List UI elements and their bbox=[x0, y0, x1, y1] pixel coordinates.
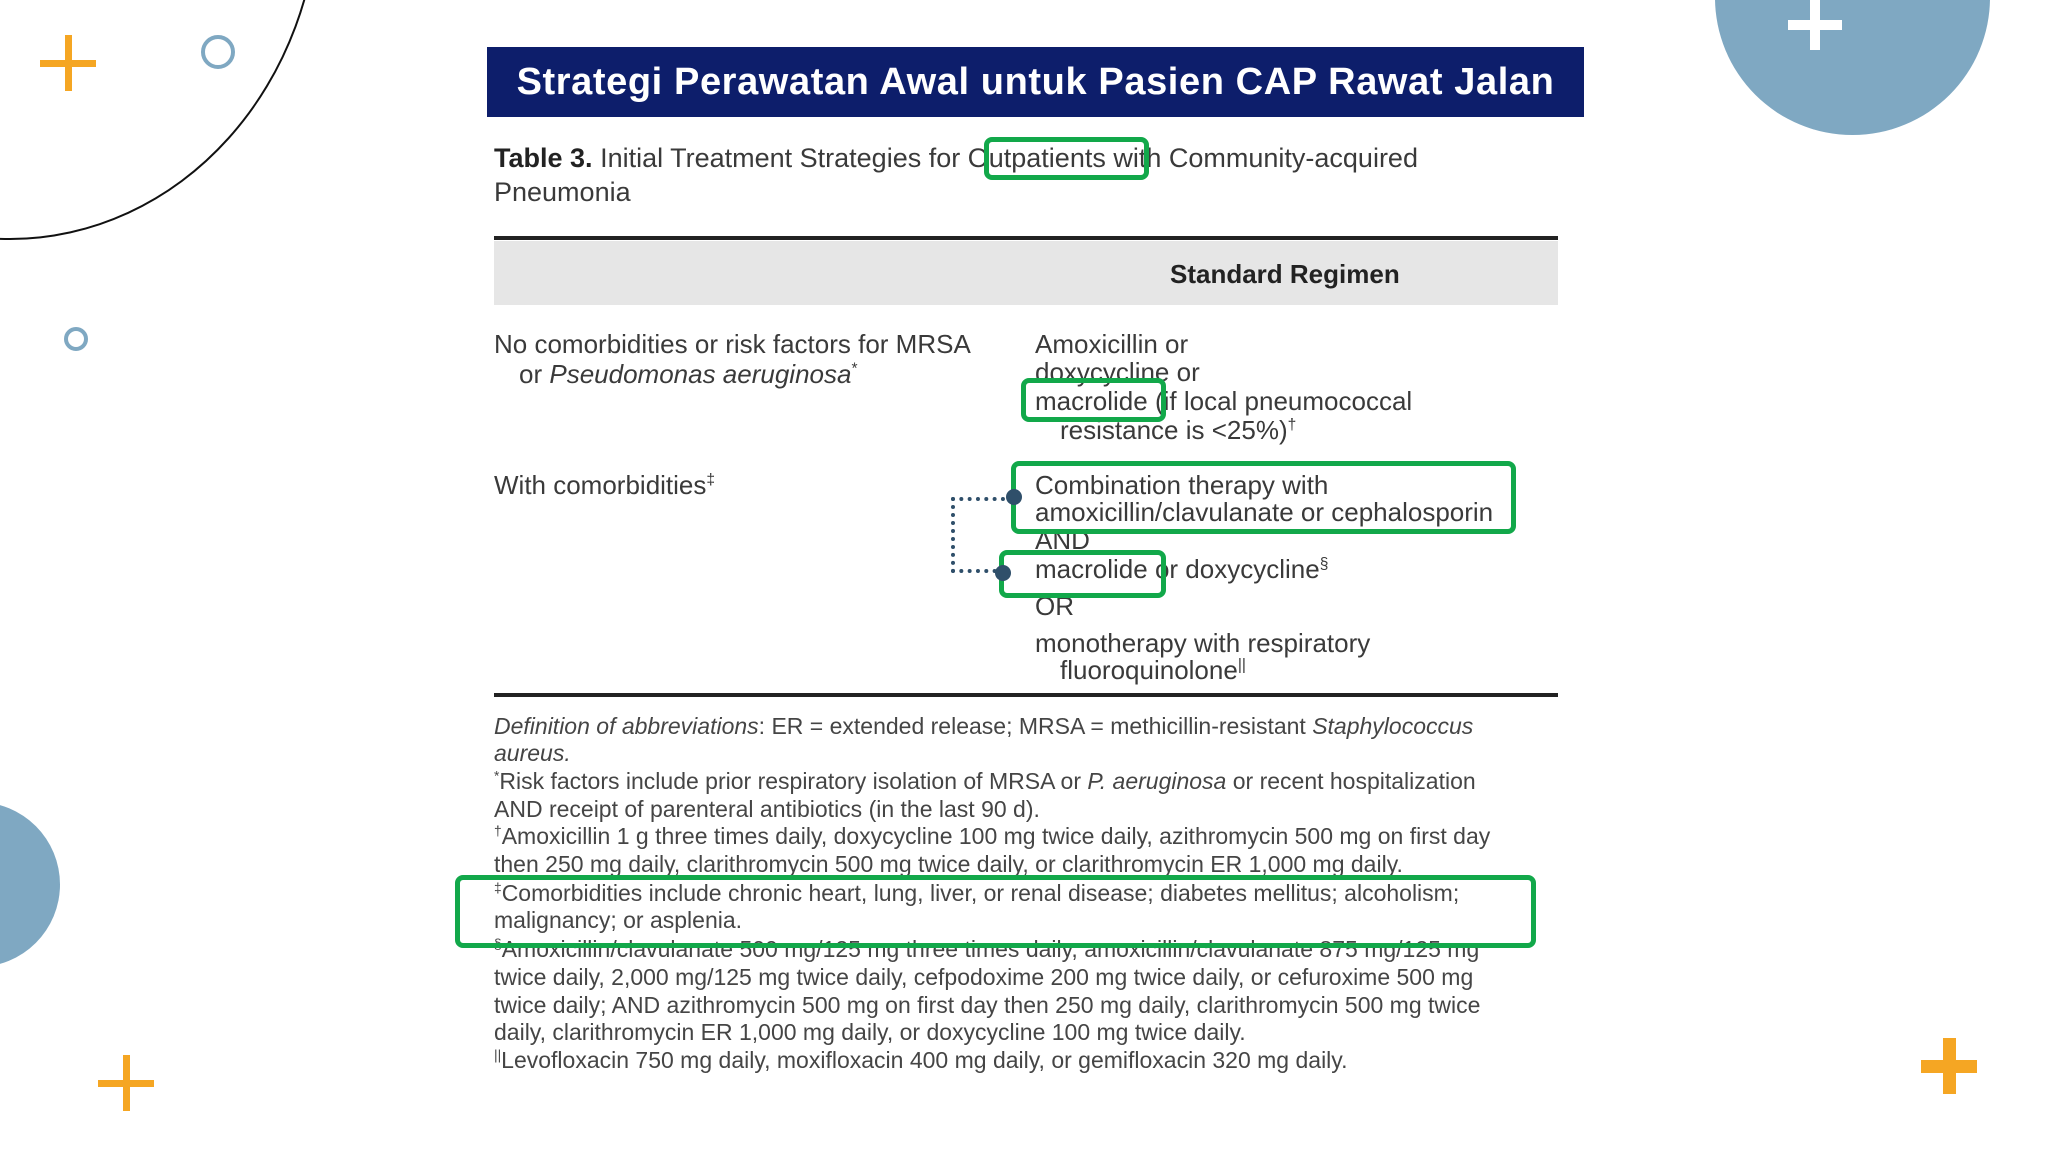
row2-regimen-or: OR bbox=[1035, 591, 1074, 621]
highlight-box-macrolide-row2 bbox=[999, 550, 1166, 598]
slide-title-bar bbox=[487, 47, 1584, 117]
highlight-box-comorbidities-footnote bbox=[455, 875, 1536, 948]
row1-regimen-line4: resistance is <25%)† bbox=[1060, 415, 1297, 445]
footnote-1-line1: *Risk factors include prior respiratory isolation of MRSA or P. aeruginosa or recent hospitalization bbox=[494, 768, 1476, 794]
footnote-abbreviations-line1: Definition of abbreviations: ER = extended release; MRSA = methicillin-resistant Staphylococcus bbox=[494, 713, 1474, 739]
connector-dot-top bbox=[1006, 489, 1022, 505]
dotted-connector-line bbox=[951, 497, 1005, 573]
highlight-box-macrolide-row1 bbox=[1021, 378, 1166, 422]
footnote-4-line2: twice daily, 2,000 mg/125 mg twice daily, cefpodoxime 200 mg twice daily, or cefuroxime 500 mg bbox=[494, 964, 1474, 990]
row2-regimen-line4: macrolide or doxycycline§ bbox=[1035, 554, 1329, 584]
row2-regimen-and: AND bbox=[1035, 525, 1090, 555]
table-caption-text-after: with Community-acquired bbox=[1113, 143, 1418, 173]
plus-icon-white bbox=[1788, 0, 1842, 50]
table-caption-highlight: Outpatients bbox=[967, 143, 1106, 173]
plus-icon-orange-bottom-left bbox=[98, 1055, 154, 1111]
footnote-abbreviations-line2: aureus. bbox=[494, 740, 571, 766]
row2-regimen-line1: Combination therapy with bbox=[1035, 470, 1329, 500]
slide-title: Strategi Perawatan Awal untuk Pasien CAP Rawat Jalan bbox=[516, 60, 1555, 103]
row1-regimen-line3: macrolide (if local pneumococcal bbox=[1035, 386, 1413, 416]
row2-regimen-line7: fluoroquinolone|| bbox=[1060, 655, 1246, 685]
table-top-rule bbox=[494, 236, 1558, 240]
row1-macrolide: macrolide bbox=[1035, 386, 1148, 416]
row2-condition: With comorbidities‡ bbox=[494, 470, 716, 500]
row2-macrolide: macrolide bbox=[1035, 554, 1148, 584]
footnote-4-line4: daily, clarithromycin ER 1,000 mg daily, or doxycycline 100 mg twice daily. bbox=[494, 1019, 1246, 1045]
row1-condition-line1: No comorbidities or risk factors for MRSA bbox=[494, 329, 971, 359]
column-header-standard-regimen: Standard Regimen bbox=[1170, 259, 1400, 289]
table-caption-text: Initial Treatment Strategies for bbox=[600, 143, 961, 173]
table-bottom-rule bbox=[494, 693, 1558, 697]
ring-icon-top bbox=[201, 35, 235, 69]
footnote-3-line1: ‡Comorbidities include chronic heart, lung, liver, or renal disease; diabetes mellitus; alcoholism; bbox=[494, 880, 1460, 906]
plus-icon-orange-bottom-right bbox=[1921, 1038, 1977, 1094]
footnote-1-line2: AND receipt of parenteral antibiotics (in the last 90 d). bbox=[494, 796, 1040, 822]
plus-icon-orange-top-left bbox=[40, 35, 96, 91]
footnote-5-line1: ||Levofloxacin 750 mg daily, moxifloxacin 400 mg daily, or gemifloxacin 320 mg daily. bbox=[494, 1047, 1348, 1073]
table-caption-line2: Pneumonia bbox=[494, 177, 631, 207]
highlight-box-combination-therapy bbox=[1011, 461, 1516, 534]
row1-regimen-line2: doxycycline or bbox=[1035, 357, 1200, 387]
footnote-3-line2: malignancy; or asplenia. bbox=[494, 907, 743, 933]
row1-condition-line2: or Pseudomonas aeruginosa* bbox=[519, 359, 858, 389]
decorative-circle-top-right bbox=[1715, 0, 1990, 135]
connector-dot-bottom bbox=[995, 565, 1011, 581]
footnote-4-line1: §Amoxicillin/clavulanate 500 mg/125 mg three times daily, amoxicillin/clavulanate 875 mg/125 mg bbox=[494, 936, 1480, 962]
highlight-box-outpatients bbox=[984, 137, 1149, 180]
table-caption-label: Table 3. bbox=[494, 143, 593, 173]
decorative-circle-left bbox=[0, 802, 60, 967]
footnote-2-line1: †Amoxicillin 1 g three times daily, doxycycline 100 mg twice daily, azithromycin 500 mg on first day bbox=[494, 823, 1491, 849]
footnote-4-line3: twice daily; AND azithromycin 500 mg on first day then 250 mg daily, clarithromycin 500 mg twice bbox=[494, 992, 1481, 1018]
footnote-2-line2: then 250 mg daily, clarithromycin 500 mg twice daily, or clarithromycin ER 1,000 mg daily. bbox=[494, 851, 1403, 877]
row2-regimen-line2: amoxicillin/clavulanate or cephalosporin bbox=[1035, 497, 1494, 527]
row1-regimen-line1: Amoxicillin or bbox=[1035, 329, 1189, 359]
row2-regimen-line6: monotherapy with respiratory bbox=[1035, 628, 1371, 658]
table-caption-line1 bbox=[494, 142, 1418, 174]
ring-icon-small bbox=[64, 327, 88, 351]
